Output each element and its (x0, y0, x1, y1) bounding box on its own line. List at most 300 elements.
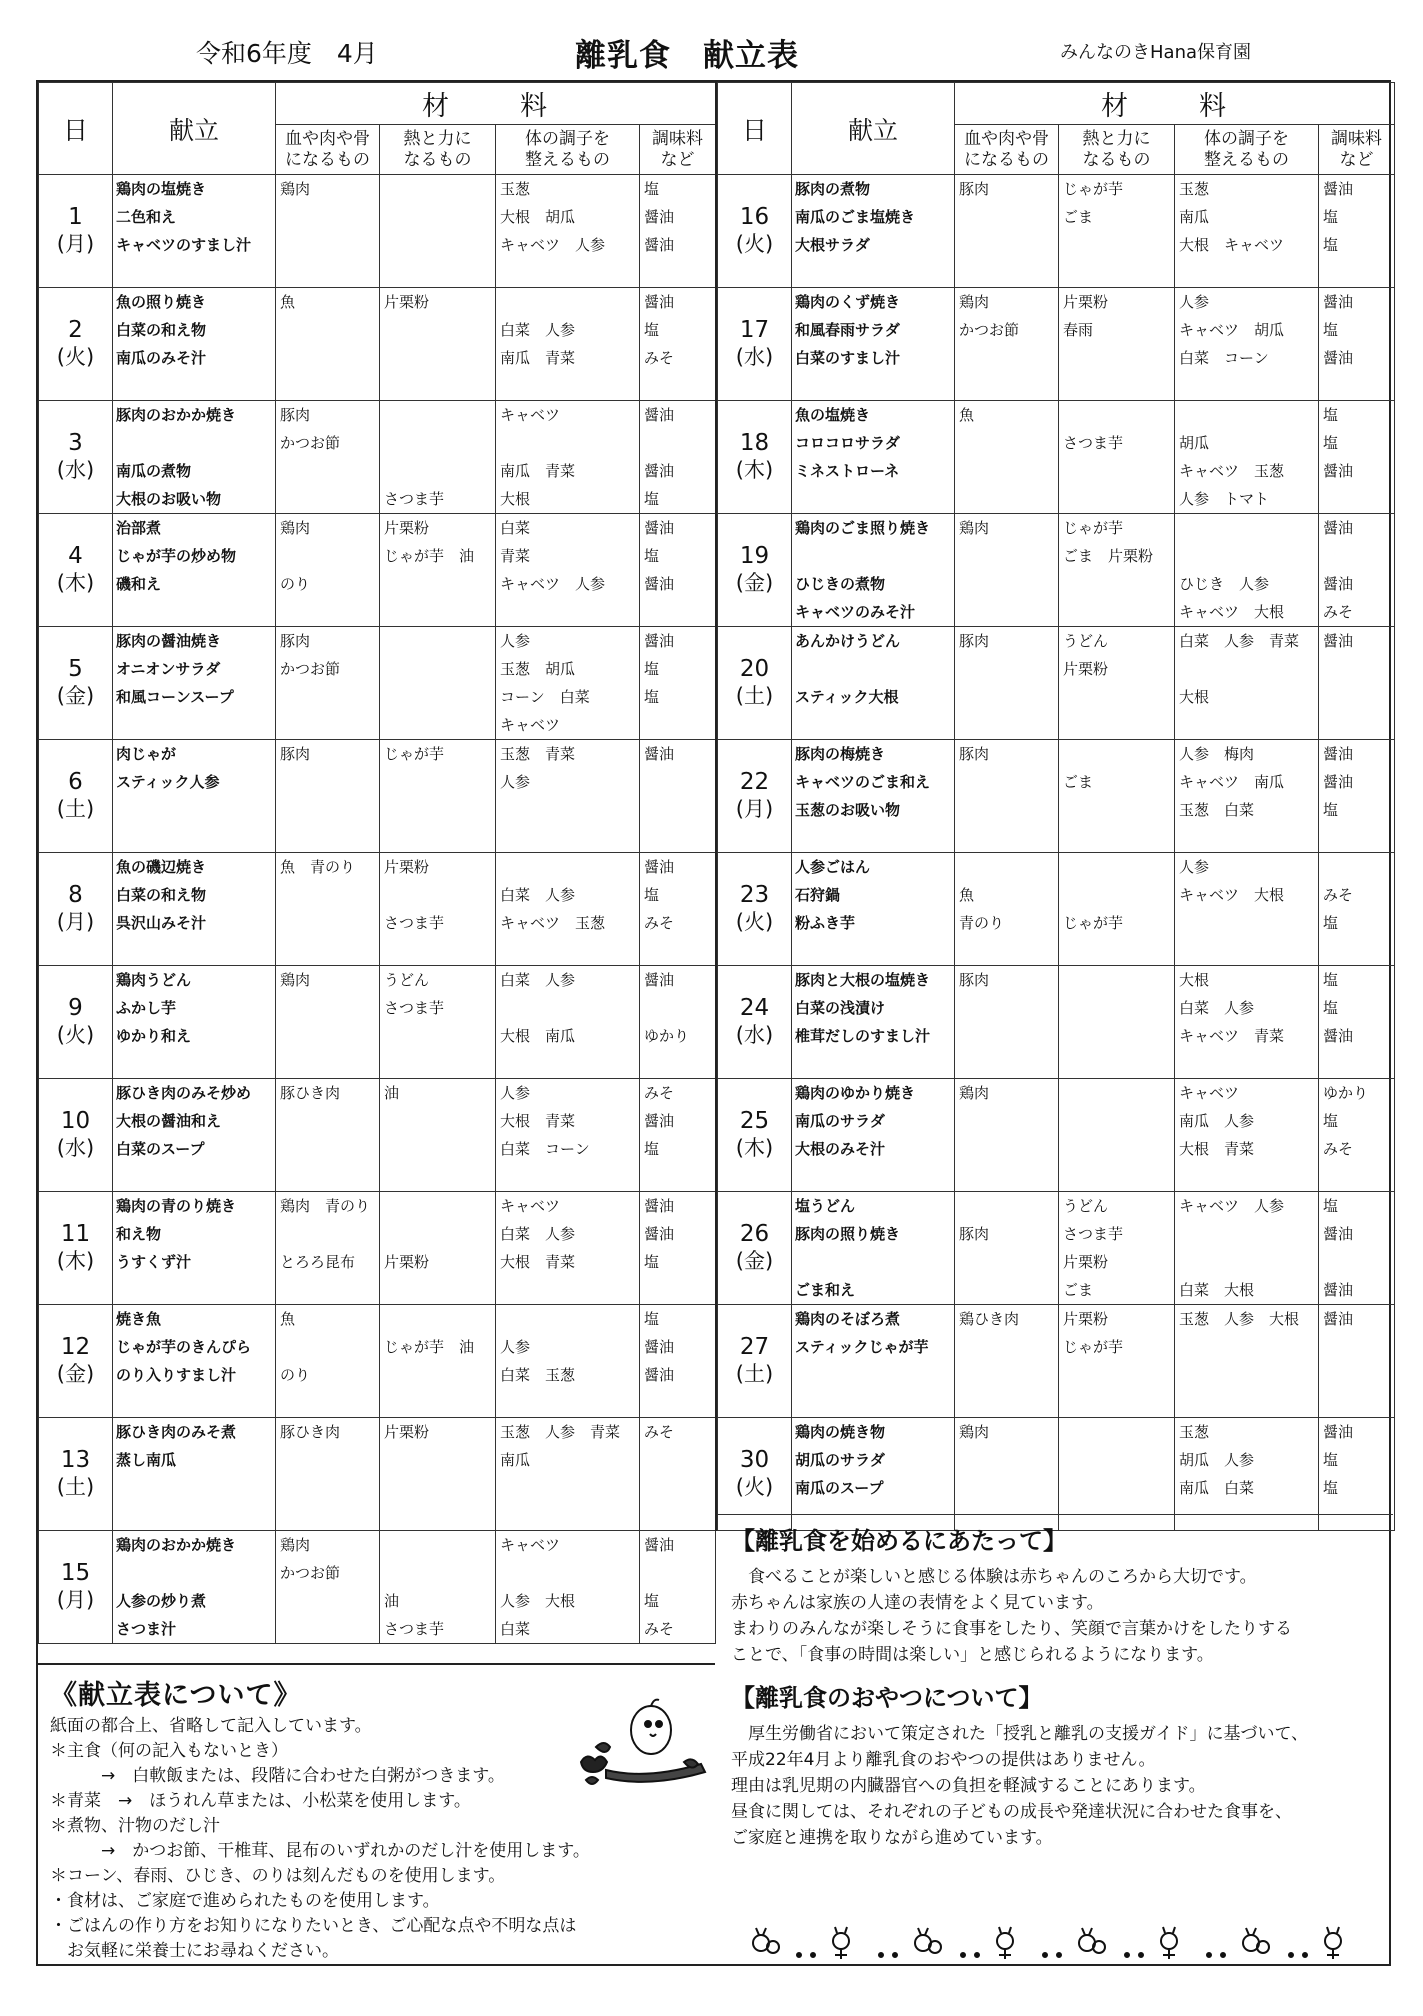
ingredient-vegetable: キャベツ 玉葱 (500, 914, 606, 932)
ingredient-vegetable-cell (496, 1531, 640, 1644)
snack-paragraph-line: ご家庭と連携を取りながら進めています。 (731, 1828, 1053, 1848)
ingredient-vegetable: 白菜 玉葱 (500, 1366, 576, 1384)
ingredient-protein (276, 316, 379, 344)
ingredient-vegetable: 白菜 大根 (1179, 1281, 1255, 1299)
ingredient-energy (1059, 1135, 1174, 1163)
dish-name: 和風春雨サラダ (795, 321, 900, 339)
ingredient-protein-cell (955, 853, 1059, 966)
col-blood-header: 血や肉や骨 になるもの (955, 125, 1059, 175)
ingredient-vegetable: 南瓜 (1179, 208, 1210, 226)
ingredient-vegetable: 大根 青菜 (500, 1112, 576, 1130)
ingredient-seasoning-cell (1319, 966, 1395, 1079)
dish-name: 磯和え (116, 575, 162, 593)
ingredient-seasoning-cell (640, 1418, 716, 1531)
ingredient-protein (276, 372, 379, 400)
menu-day-row (39, 514, 716, 627)
intro-section (717, 1514, 1393, 1966)
menu-day-row (718, 1192, 1395, 1305)
notes-line: ＊青菜 → ほうれん草または、小松菜を使用します。 (50, 1791, 471, 1811)
ingredient-vegetable: 大根 青菜 (500, 1253, 576, 1271)
ingredient-energy (1059, 1079, 1174, 1107)
dish-name (792, 711, 954, 739)
ingredient-energy (1059, 683, 1174, 711)
ingredient-vegetable: 白菜 人参 青菜 (1179, 632, 1300, 650)
day-number: 27 (739, 1334, 770, 1360)
ingredient-protein (276, 1502, 379, 1530)
ingredient-energy (380, 1446, 495, 1474)
dish-name: 和え物 (116, 1225, 162, 1243)
ingredient-energy-cell (1059, 966, 1175, 1079)
ingredient-protein: 豚肉 (280, 745, 311, 763)
ingredient-protein: かつお節 (280, 660, 341, 678)
menu-day-row (39, 1305, 716, 1418)
ingredient-protein (955, 824, 1058, 852)
ingredient-seasoning: みそ (644, 1084, 675, 1102)
ingredient-protein (276, 542, 379, 570)
dish-name (113, 1559, 275, 1587)
ingredient-energy: ごま 片栗粉 (1063, 547, 1154, 565)
ingredient-vegetable: 大根 (1179, 971, 1210, 989)
ingredient-vegetable: キャベツ 玉葱 (1179, 462, 1285, 480)
ingredient-seasoning: 塩 (644, 886, 660, 904)
ingredient-energy-cell (380, 627, 496, 740)
ingredient-protein-cell (276, 1531, 380, 1644)
ingredient-protein (276, 768, 379, 796)
dish-name: 和風コーンスープ (116, 688, 234, 706)
ingredient-protein (955, 231, 1058, 259)
ingredient-energy (380, 316, 495, 344)
ingredient-seasoning: 醤油 (1323, 1423, 1354, 1441)
ingredient-protein (955, 768, 1058, 796)
ingredient-vegetable: 大根 南瓜 (500, 1027, 576, 1045)
day-cell (39, 1418, 113, 1531)
ingredient-energy: ごま (1063, 1281, 1094, 1299)
ingredient-seasoning (640, 1474, 715, 1502)
ingredient-vegetable (496, 796, 639, 824)
ingredient-seasoning-cell (640, 740, 716, 853)
dish-name: 南瓜のみそ汁 (116, 349, 207, 367)
ingredient-vegetable: 玉葱 (1179, 1423, 1210, 1441)
dish-name-cell (792, 627, 955, 740)
dish-name (113, 372, 275, 400)
ingredient-protein-cell (276, 1192, 380, 1305)
dish-name (113, 1389, 275, 1417)
ingredient-seasoning-cell (1319, 1192, 1395, 1305)
ingredient-energy: 片栗粉 (384, 519, 430, 537)
ingredient-seasoning (640, 796, 715, 824)
day-number: 11 (60, 1221, 91, 1247)
ingredient-seasoning: 醤油 (644, 858, 675, 876)
dish-name (792, 824, 954, 852)
ingredient-energy (380, 1305, 495, 1333)
intro-paragraph-line: 赤ちゃんは家族の人達の表情をよく見ています。 (731, 1593, 1104, 1613)
intro-title-start: 【離乳食を始めるにあたって】 (731, 1527, 1067, 1555)
ingredient-energy (380, 1361, 495, 1389)
ingredient-vegetable (1175, 259, 1318, 287)
dish-name: 大根のお吸い物 (116, 490, 222, 508)
ingredient-energy (1059, 1022, 1174, 1050)
ingredient-vegetable-cell (1175, 288, 1319, 401)
dish-name: 南瓜の煮物 (116, 462, 192, 480)
day-number: 4 (68, 543, 83, 569)
weekday: (土) (735, 1362, 774, 1386)
dish-name (792, 1163, 954, 1191)
ingredient-energy (1059, 711, 1174, 739)
ingredient-energy: ごま (1063, 773, 1094, 791)
dish-name-cell (113, 1079, 276, 1192)
ingredient-protein (955, 655, 1058, 683)
ingredient-energy-cell (1059, 1079, 1175, 1192)
ingredient-vegetable: キャベツ (1179, 1084, 1240, 1102)
dish-name: オニオンサラダ (116, 660, 221, 678)
weekday: (火) (735, 910, 774, 934)
col-blood-header: 血や肉や骨 になるもの (276, 125, 380, 175)
ingredient-energy: さつま芋 (384, 1620, 445, 1638)
ingredient-vegetable (1175, 1361, 1318, 1389)
ingredient-energy: うどん (1063, 1197, 1109, 1215)
ingredient-energy (380, 175, 495, 203)
dish-name-cell (792, 514, 955, 627)
ingredient-energy (380, 1502, 495, 1530)
ingredient-energy (380, 937, 495, 965)
dish-name: 鶏肉のおかか焼き (116, 1536, 237, 1554)
day-cell (718, 514, 792, 627)
dish-name (113, 1163, 275, 1191)
ingredient-protein (955, 372, 1058, 400)
ingredient-vegetable: 白菜 人参 (500, 1225, 576, 1243)
ingredient-seasoning-cell (1319, 175, 1395, 288)
dish-name: 白菜の浅漬け (795, 999, 886, 1017)
dish-name: ふかし芋 (116, 999, 177, 1017)
dish-name: 白菜の和え物 (116, 321, 207, 339)
ingredient-energy-cell (380, 288, 496, 401)
ingredient-protein (276, 1163, 379, 1191)
ingredient-seasoning-cell (1319, 514, 1395, 627)
dish-name: 豚肉のおかか焼き (116, 406, 237, 424)
day-cell (39, 966, 113, 1079)
ingredient-seasoning: 醤油 (1323, 773, 1354, 791)
ingredient-protein (955, 1389, 1058, 1417)
ingredient-vegetable: 玉葱 白菜 (1179, 801, 1255, 819)
dish-name: 南瓜のごま塩焼き (795, 208, 916, 226)
dish-name (792, 259, 954, 287)
dish-name-cell (792, 966, 955, 1079)
snack-paragraph-line: 昼食に関しては、それぞれの子どもの成長や発達状況に合わせた食事を、 (731, 1802, 1292, 1822)
day-number: 20 (739, 656, 770, 682)
dish-name: 肉じゃが (116, 745, 177, 763)
ingredient-energy-cell (380, 514, 496, 627)
ingredient-protein: 豚肉 (959, 632, 990, 650)
ingredient-seasoning: 塩 (644, 660, 660, 678)
dish-name: じゃが芋のきんぴら (116, 1338, 252, 1356)
ingredient-vegetable: 胡瓜 人参 (1179, 1451, 1255, 1469)
dish-name (113, 1050, 275, 1078)
col-menu-header: 献立 (792, 83, 955, 175)
day-number: 24 (739, 995, 770, 1021)
ingredient-seasoning: 塩 (1323, 1451, 1339, 1469)
ingredient-energy-cell (380, 1192, 496, 1305)
ingredient-vegetable: 白菜 コーン (500, 1140, 590, 1158)
ingredient-energy (1059, 457, 1174, 485)
dish-name: 人参の炒り煮 (116, 1592, 207, 1610)
ingredient-seasoning-cell (1319, 1079, 1395, 1192)
ingredient-vegetable: 白菜 (500, 1620, 531, 1638)
ingredient-energy-cell (1059, 401, 1175, 514)
page-title: 離乳食 献立表 (575, 38, 799, 74)
ingredient-seasoning: みそ (1323, 603, 1354, 621)
day-number: 26 (739, 1221, 770, 1247)
menu-day-row (718, 401, 1395, 514)
ingredient-vegetable: 玉葱 (500, 180, 531, 198)
ingredient-protein (955, 1446, 1058, 1474)
ingredient-energy (380, 1163, 495, 1191)
dish-name: 大根の醤油和え (116, 1112, 222, 1130)
ingredient-energy (380, 372, 495, 400)
dish-name: 人参ごはん (795, 858, 871, 876)
weekday: (月) (56, 910, 95, 934)
ingredient-seasoning (640, 1559, 715, 1587)
ingredient-protein (955, 711, 1058, 739)
ingredient-seasoning (1319, 683, 1394, 711)
ingredient-seasoning: みそ (644, 914, 675, 932)
ingredient-seasoning-cell (640, 1079, 716, 1192)
ingredient-protein (276, 796, 379, 824)
notes-line: ＊コーン、春雨、ひじき、のりは刻んだものを使用します。 (50, 1866, 506, 1886)
ingredient-seasoning (1319, 1248, 1394, 1276)
dish-name: 胡瓜のサラダ (795, 1451, 885, 1469)
ingredient-seasoning (1319, 655, 1394, 683)
ingredient-energy-cell (1059, 1192, 1175, 1305)
menu-day-row (718, 853, 1395, 966)
menu-day-row (718, 175, 1395, 288)
ingredient-vegetable-cell (496, 1418, 640, 1531)
ingredient-vegetable (1175, 655, 1318, 683)
ingredient-energy: さつま芋 (384, 490, 445, 508)
col-condition-header: 体の調子を 整えるもの (1175, 125, 1319, 175)
dish-name-cell (792, 175, 955, 288)
ingredient-seasoning: 塩 (1323, 801, 1339, 819)
dish-name-cell (792, 853, 955, 966)
dish-name (113, 598, 275, 626)
intro-paragraph-line: まわりのみんなが楽しそうに食事をしたり、笑顔で言葉かけをしたりする (731, 1619, 1292, 1639)
ingredient-protein-cell (276, 401, 380, 514)
ingredient-protein: 魚 (280, 1310, 296, 1328)
ingredient-protein (955, 259, 1058, 287)
ingredient-protein (955, 1474, 1058, 1502)
day-number: 17 (739, 317, 770, 343)
dish-name: 鶏肉のくず焼き (795, 293, 901, 311)
ingredient-vegetable (496, 1502, 639, 1530)
ingredient-vegetable-cell (496, 514, 640, 627)
ingredient-protein (276, 259, 379, 287)
ingredient-energy (1059, 372, 1174, 400)
ingredient-vegetable-cell (1175, 627, 1319, 740)
ingredient-vegetable (496, 1389, 639, 1417)
ingredient-energy: 油 (384, 1084, 400, 1102)
day-cell (39, 514, 113, 627)
ingredient-vegetable: コーン 白菜 (500, 688, 590, 706)
bird-illustration (566, 1692, 708, 1802)
ingredient-energy (380, 1389, 495, 1417)
ingredient-energy: うどん (1063, 632, 1109, 650)
ingredient-vegetable: 玉葱 青菜 (500, 745, 576, 763)
ingredient-energy (1059, 1418, 1174, 1446)
ingredient-protein (276, 1107, 379, 1135)
weekday: (土) (56, 797, 95, 821)
day-number: 10 (60, 1108, 91, 1134)
ingredient-seasoning-cell (1319, 401, 1395, 514)
ingredient-protein (955, 203, 1058, 231)
ingredient-seasoning: 醤油 (1323, 349, 1354, 367)
ingredient-energy (1059, 231, 1174, 259)
dish-name (113, 824, 275, 852)
ingredient-protein (955, 344, 1058, 372)
ingredient-vegetable: 人参 (1179, 293, 1210, 311)
ingredient-vegetable: 玉葱 (1179, 180, 1210, 198)
ingredient-seasoning (1319, 542, 1394, 570)
ingredient-seasoning: 醤油 (644, 462, 675, 480)
ingredient-protein-cell (955, 175, 1059, 288)
ingredient-vegetable (1175, 542, 1318, 570)
ingredient-seasoning (1319, 1389, 1394, 1417)
ingredient-energy-cell (380, 1418, 496, 1531)
dish-name: 塩うどん (795, 1197, 856, 1215)
ingredient-seasoning: 醤油 (644, 971, 675, 989)
ingredient-vegetable: キャベツ (500, 1536, 561, 1554)
ingredient-vegetable (496, 994, 639, 1022)
ingredient-energy: さつま芋 (1063, 434, 1124, 452)
ingredient-energy (1059, 344, 1174, 372)
ingredient-vegetable-cell (496, 853, 640, 966)
ingredient-seasoning: 醤油 (644, 1536, 675, 1554)
ingredient-seasoning (1319, 1361, 1394, 1389)
ingredient-seasoning (640, 1446, 715, 1474)
ingredient-protein (276, 485, 379, 513)
ingredient-protein (276, 711, 379, 739)
ingredient-energy-cell (1059, 853, 1175, 966)
dish-name (113, 1474, 275, 1502)
ingredient-vegetable: 青菜 (500, 547, 531, 565)
ingredient-protein-cell (276, 740, 380, 853)
ingredient-vegetable: キャベツ 大根 (1179, 886, 1285, 904)
ingredient-protein: 魚 青のり (280, 858, 356, 876)
dish-name-cell (113, 514, 276, 627)
ingredient-protein-cell (955, 1079, 1059, 1192)
ingredient-vegetable-cell (496, 1192, 640, 1305)
day-number: 25 (739, 1108, 770, 1134)
ingredient-energy-cell (1059, 627, 1175, 740)
day-cell (39, 1192, 113, 1305)
ingredient-protein: 豚肉 (280, 632, 311, 650)
ingredient-vegetable: 大根 (1179, 688, 1210, 706)
ingredient-energy (1059, 937, 1174, 965)
ingredient-protein-cell (276, 175, 380, 288)
ingredient-protein (955, 429, 1058, 457)
ingredient-energy-cell (380, 1305, 496, 1418)
ingredient-seasoning (640, 429, 715, 457)
ingredient-vegetable: 人参 大根 (500, 1592, 576, 1610)
ingredient-protein (955, 796, 1058, 824)
ingredient-protein: 魚 (959, 406, 975, 424)
day-number: 18 (739, 430, 770, 456)
ingredient-energy (1059, 881, 1174, 909)
ingredient-seasoning: 塩 (1323, 914, 1339, 932)
ingredient-energy: じゃが芋 油 (384, 1338, 475, 1356)
ingredient-energy-cell (380, 966, 496, 1079)
dish-name: キャベツのすまし汁 (116, 236, 252, 254)
ingredient-energy (380, 1276, 495, 1304)
ingredient-seasoning: 塩 (1323, 971, 1339, 989)
ingredient-seasoning: 塩 (1323, 321, 1339, 339)
ingredient-energy: 片栗粉 (1063, 293, 1109, 311)
ingredient-vegetable (1175, 1220, 1318, 1248)
dish-name (113, 259, 275, 287)
ingredient-seasoning (640, 711, 715, 739)
ingredient-vegetable: キャベツ 人参 (500, 575, 606, 593)
ingredient-protein: 鶏肉 青のり (280, 1197, 371, 1215)
ingredient-energy: 片栗粉 (384, 293, 430, 311)
ingredient-energy: ごま (1063, 208, 1094, 226)
ingredient-vegetable: 南瓜 青菜 (500, 462, 576, 480)
ingredient-energy: じゃが芋 (1063, 914, 1124, 932)
day-cell (39, 740, 113, 853)
ingredient-vegetable: 大根 胡瓜 (500, 208, 576, 226)
ingredient-seasoning: 塩 (1323, 236, 1339, 254)
ingredient-energy-cell (380, 175, 496, 288)
ingredient-seasoning: 醤油 (1323, 1027, 1354, 1045)
ingredient-energy (380, 1474, 495, 1502)
menu-day-row (718, 1305, 1395, 1418)
ingredient-seasoning: 醤油 (644, 745, 675, 763)
ingredient-vegetable: キャベツ (500, 1197, 561, 1215)
ingredient-protein (276, 1587, 379, 1615)
ingredient-vegetable-cell (1175, 1079, 1319, 1192)
day-cell (718, 966, 792, 1079)
ingredient-seasoning: 塩 (644, 1310, 660, 1328)
ingredient-seasoning: 醤油 (644, 1112, 675, 1130)
ingredient-vegetable: 人参 梅肉 (1179, 745, 1255, 763)
ingredient-vegetable (1175, 1248, 1318, 1276)
ingredient-vegetable: 玉葱 胡瓜 (500, 660, 576, 678)
weekday: (金) (735, 1249, 774, 1273)
ingredient-protein: とろろ昆布 (280, 1253, 356, 1271)
ingredient-seasoning-cell (640, 966, 716, 1079)
ingredient-energy (1059, 1389, 1174, 1417)
ingredient-protein-cell (276, 1418, 380, 1531)
ingredient-protein: 鶏肉 (959, 1423, 990, 1441)
ingredient-seasoning: 醤油 (1323, 575, 1354, 593)
ingredient-vegetable: 白菜 人参 (500, 886, 576, 904)
day-cell (39, 401, 113, 514)
ingredient-seasoning: 醤油 (644, 1197, 675, 1215)
ingredient-vegetable: 人参 (500, 1338, 531, 1356)
ingredient-vegetable-cell (1175, 1192, 1319, 1305)
ingredient-protein (955, 1135, 1058, 1163)
ingredient-protein: 豚肉 (280, 406, 311, 424)
ingredient-seasoning: 塩 (644, 1140, 660, 1158)
ingredient-energy: 片栗粉 (1063, 1253, 1109, 1271)
ingredient-protein (955, 1333, 1058, 1361)
ingredient-energy: 片栗粉 (384, 1253, 430, 1271)
ingredient-energy-cell (1059, 175, 1175, 288)
ingredient-seasoning: みそ (644, 349, 675, 367)
school-name: みんなのきHana保育園 (1060, 42, 1252, 63)
ingredient-energy-cell (380, 740, 496, 853)
ingredient-seasoning: 塩 (1323, 434, 1339, 452)
menu-day-row (718, 740, 1395, 853)
ingredient-protein (955, 485, 1058, 513)
ingredient-energy (1059, 966, 1174, 994)
